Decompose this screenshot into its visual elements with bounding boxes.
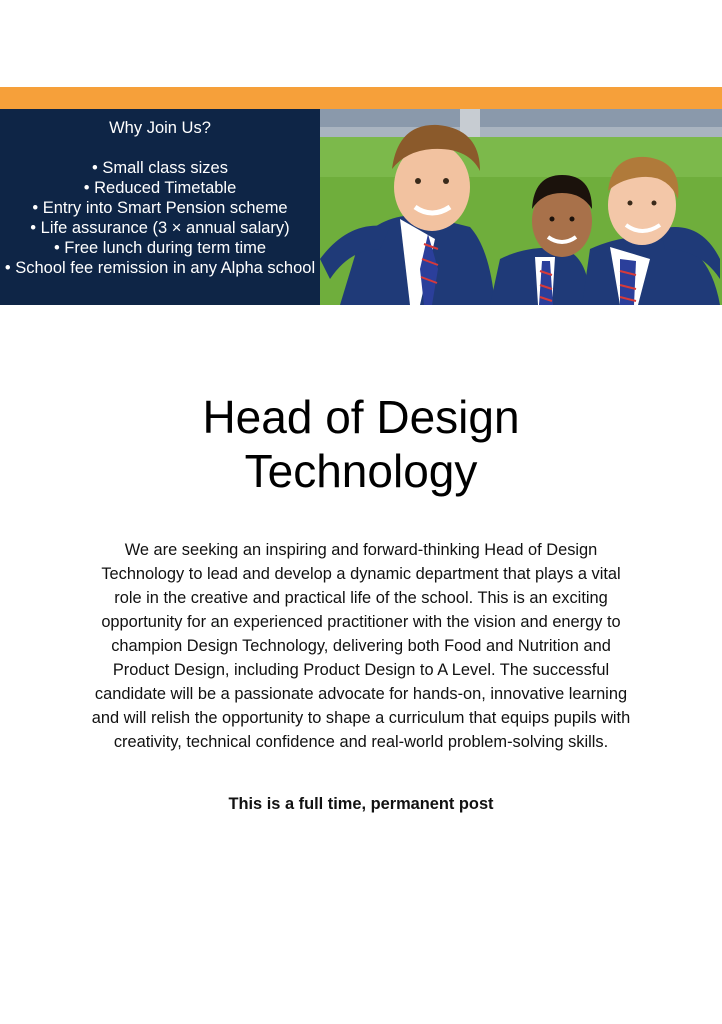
benefit-item: • School fee remission in any Alpha school [4,259,316,277]
benefit-item: • Free lunch during term time [53,239,267,257]
benefit-item: • Entry into Smart Pension scheme [32,199,288,217]
job-title-line1: Head of Design [202,391,520,443]
job-title-line2: Technology [244,445,478,497]
job-title [0,390,722,498]
benefits-list [0,158,320,278]
job-description: We are seeking an inspiring and forward-thinking Head of Design Technology to lead and develop a dynamic department that plays a vital role in the creative and practical life of the school. This is an exciting opportunity for an experienced practitioner with the vision and energy to champion Design Technology, delivering both Food and Nutrition and Product Design, including Product Design to A Level. The successful candidate will be a passionate advocate for hands-on, innovative learning and will relish the opportunity to shape a curriculum that equips pupils with creativity, technical confidence and real-world problem-solving skills. [91,541,631,751]
benefits-panel [0,109,320,305]
benefit-item: • Life assurance (3 × annual salary) [30,219,290,237]
orange-accent-bar [0,87,722,109]
students-photo-icon [320,109,722,305]
students-photo [320,109,722,305]
benefit-item: • Reduced Timetable [83,179,237,197]
hero-banner [0,109,722,305]
benefit-item: • Small class sizes [92,159,228,177]
post-type: This is a full time, permanent post [228,795,494,813]
benefits-heading: Why Join Us? [109,119,211,137]
